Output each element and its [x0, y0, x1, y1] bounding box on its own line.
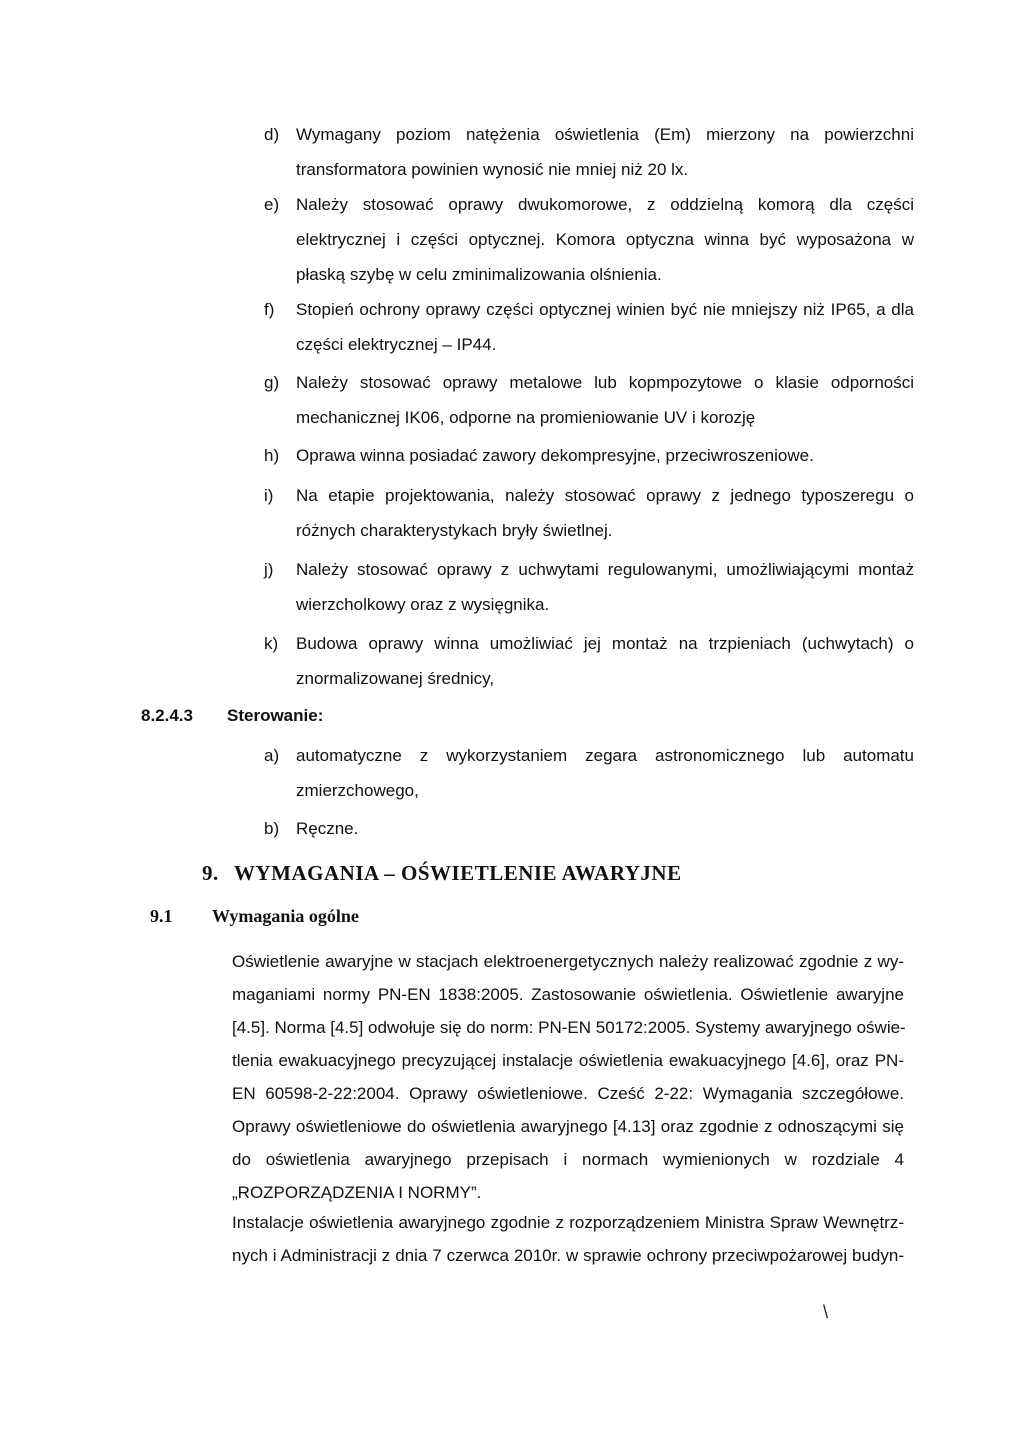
- paragraph-line: nych i Administracji z dnia 7 czerwca 2010r. w sprawie ochrony przeciwpożarowej budyn-: [232, 1246, 904, 1265]
- list-item-text: Na etapie projektowania, należy stosować oprawy z jednego typoszeregu o różnych charakterystykach bryły świetlnej.: [296, 486, 914, 540]
- list-marker: j): [264, 560, 274, 579]
- paragraph-line: Oświetlenie awaryjne w stacjach elektroenergetycznych należy realizować zgodnie z wy-: [232, 952, 904, 971]
- list-item-h: [264, 438, 914, 473]
- list-marker: e): [264, 195, 280, 214]
- paragraph-line: [4.5]. Norma [4.5] odwołuje się do norm: PN-EN 50172:2005. Systemy awaryjnego oświe-: [232, 1018, 906, 1037]
- subsection-title: Wymagania ogólne: [212, 906, 359, 926]
- stray-mark: \: [823, 1302, 829, 1322]
- paragraph-line: EN 60598-2-22:2004. Oprawy oświetleniowe. Cześć 2-22: Wymagania szczegółowe.: [232, 1084, 904, 1103]
- list-marker: d): [264, 125, 280, 144]
- control-heading: [141, 698, 323, 733]
- list-item-g: [264, 365, 914, 435]
- section-number: 9.: [202, 861, 219, 885]
- subsection-heading: [150, 898, 359, 934]
- list-item-k: [264, 626, 914, 696]
- list-item-text: Budowa oprawy winna umożliwiać jej montaż na trzpieniach (uchwytach) o znormalizowanej średnicy,: [296, 634, 914, 688]
- control-item-a: [264, 738, 914, 808]
- paragraph-line: Oprawy oświetleniowe do oświetlenia awaryjnego [4.13] oraz zgodnie z odnoszącymi się: [232, 1117, 904, 1136]
- list-item-i: [264, 478, 914, 548]
- list-item-text: Oprawa winna posiadać zawory dekompresyjne, przeciwroszeniowe.: [296, 446, 814, 465]
- list-marker: i): [264, 486, 274, 505]
- list-item-f: [264, 292, 914, 362]
- list-item-d: [264, 117, 914, 187]
- list-item-text: Ręczne.: [296, 819, 359, 838]
- list-item-text: Stopień ochrony oprawy części optycznej winien być nie mniejszy niż IP65, a dla części elektrycznej – IP44.: [296, 300, 914, 354]
- list-item-j: [264, 552, 914, 622]
- list-marker: b): [264, 819, 280, 838]
- list-marker: g): [264, 373, 280, 392]
- control-heading-number: 8.2.4.3: [141, 706, 193, 725]
- subsection-number: 9.1: [150, 906, 173, 926]
- list-marker: h): [264, 446, 280, 465]
- paragraph-regulation: [232, 1206, 904, 1272]
- section-title: WYMAGANIA – OŚWIETLENIE AWARYJNE: [234, 861, 682, 885]
- paragraph-line: Instalacje oświetlenia awaryjnego zgodnie z rozporządzeniem Ministra Spraw Wewnętrz-: [232, 1213, 904, 1232]
- list-marker: f): [264, 300, 275, 319]
- control-item-b: [264, 811, 914, 846]
- list-item-text: Należy stosować oprawy z uchwytami regulowanymi, umożliwiającymi montaż wierzcholkowy oraz z wysięgnika.: [296, 560, 914, 614]
- paragraph-emergency-lighting: [232, 945, 904, 1209]
- list-item-text: Należy stosować oprawy metalowe lub kopmpozytowe o klasie odporności mechanicznej IK06, odporne na promieniowanie UV i korozję: [296, 373, 914, 427]
- paragraph-line: „ROZPORZĄDZENIA I NORMY”.: [232, 1183, 482, 1202]
- list-marker: k): [264, 634, 279, 653]
- paragraph-line: maganiami normy PN-EN 1838:2005. Zastosowanie oświetlenia. Oświetlenie awaryjne: [232, 985, 904, 1004]
- section-heading: [202, 855, 682, 891]
- paragraph-line: do oświetlenia awaryjnego przepisach i normach wymienionych w rozdziale 4: [232, 1150, 904, 1169]
- control-heading-title: Sterowanie:: [227, 706, 324, 725]
- list-item-text: Należy stosować oprawy dwukomorowe, z oddzielną komorą dla części elektrycznej i części optycznej. Komora optyczna winna być wyposażona w płaską szybę w celu zminimalizowania olśnienia.: [296, 195, 914, 284]
- list-item-e: [264, 187, 914, 292]
- paragraph-line: tlenia ewakuacyjnego precyzującej instalacje oświetlenia ewakuacyjnego [4.6], oraz PN-: [232, 1051, 904, 1070]
- list-item-text: Wymagany poziom natężenia oświetlenia (Em) mierzony na powierzchni transformatora powinien wynosić nie mniej niż 20 lx.: [296, 125, 914, 179]
- list-marker: a): [264, 746, 280, 765]
- list-item-text: automatyczne z wykorzystaniem zegara astronomicznego lub automatu zmierzchowego,: [296, 746, 914, 800]
